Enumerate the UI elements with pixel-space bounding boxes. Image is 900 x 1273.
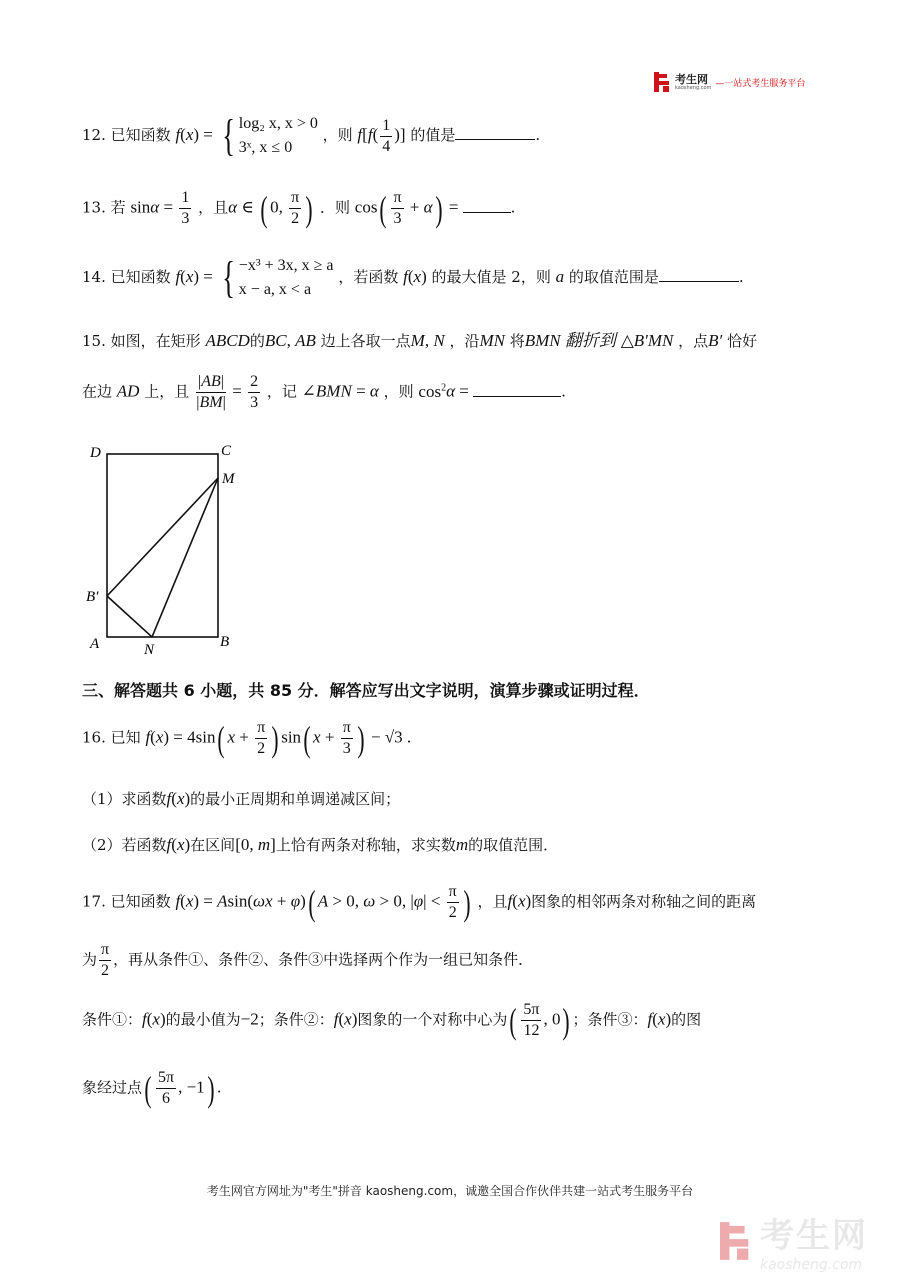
site-tagline: —一站式考生服务平台 [715, 78, 806, 89]
question-13: 13. 若 sinα = $\frac{1}{3}$ ，且α ∈ ( 0, $\frac{\pi}{2}$ ) ．则 cos( $\frac{\pi}{3}$ + α) = . [82, 188, 516, 229]
answer-blank-15[interactable] [473, 382, 561, 397]
rectangle-fold-figure [80, 436, 260, 660]
rectangle-abcd [107, 454, 218, 637]
label-c: C [221, 443, 232, 459]
segment-mn [152, 478, 218, 637]
answer-blank-12[interactable] [455, 125, 535, 140]
question-12: 12. 已知函数 f(x) = { log₂ x, x > 0 3ˣ, x ≤ 0 ，则 f[f( $\frac{1}{4}$ )] 的值是 . [82, 111, 541, 160]
kaosheng-logo-icon [654, 72, 672, 92]
watermark-logo-icon [720, 1221, 754, 1261]
question-17-line-4: 象经过点( $\frac{5\pi}{6}$ , −1) . [82, 1068, 222, 1109]
question-16: 16. 已知 f(x) = 4sin( x + $\frac{\pi}{2}$ ) sin( x + $\frac{\pi}{3}$ ) − √3 . [82, 718, 412, 759]
section-3-heading: 三、解答题共 6 小题，共 85 分．解答应写出文字说明，演算步骤或证明过程． [82, 681, 650, 700]
label-m: M [222, 471, 235, 487]
label-a: A [90, 636, 100, 652]
watermark: 考生网 kaosheng.com [720, 1208, 868, 1273]
question-17-line-2: 为 $\frac{\pi}{2}$ ，再从条件①、条件②、条件③中选择两个作为一组已知条件． [82, 941, 534, 979]
q14-cases: −x³ + 3x, x ≥ a x − a, x < a [238, 257, 334, 298]
question-14: 14. 已知函数 f(x) = { −x³ + 3x, x ≥ a x − a, x < a ，若函数 f(x) 的最大值是 2，则 a 的取值范围是 . [82, 253, 744, 302]
site-name: 考生网 [675, 72, 708, 86]
answer-blank-14[interactable] [659, 267, 739, 282]
question-15: 15. 如图，在矩形 ABCD的BC, AB 边上各取一点M, N ，沿MN 将BMN 翻折到 △B′MN ，点B′ 恰好 [82, 331, 758, 350]
question-17-conditions: 条件①：f(x)的最小值为−2；条件②：f(x)图象的一个对称中心为( $\frac{5\pi}{12}$ , 0) ；条件③：f(x)的图 [82, 1000, 702, 1041]
q12-cases: log₂ x, x > 0 3ˣ, x ≤ 0 [238, 115, 318, 156]
question-16-part-2: （2）若函数f(x)在区间[0, m]上恰有两条对称轴，求实数m的取值范围． [82, 835, 559, 854]
segment-b-prime-n [107, 596, 152, 637]
question-15-cont: 在边 AD 上，且 $\frac{|AB|}{|BM|}$ = $\frac{2}{3}$ ，记 ∠BMN = α ，则 $\cos^2\alpha$ = . [82, 373, 566, 411]
site-domain: kaosheng.com [675, 84, 712, 91]
label-b-prime: B′ [86, 589, 99, 605]
question-16-part-1: （1）求函数f(x)的最小正周期和单调递减区间； [82, 789, 401, 808]
question-17: 17. 已知函数 f(x) = Asin(ωx + φ)( A > 0, ω > 0, |φ| < $\frac{\pi}{2}$ ) ，且f(x)图象的相邻两条对称轴之间的距离 [82, 882, 757, 923]
answer-blank-13[interactable] [463, 198, 511, 213]
page-footer: 考生网官方网址为"考生"拼音 kaosheng.com，诚邀全国合作伙伴共建一站式考生服务平台 [206, 1184, 694, 1198]
label-n: N [144, 642, 155, 658]
label-d: D [90, 445, 101, 461]
site-logo[interactable] [654, 72, 805, 92]
segment-b-prime-m [107, 478, 218, 596]
label-b: B [220, 634, 230, 650]
